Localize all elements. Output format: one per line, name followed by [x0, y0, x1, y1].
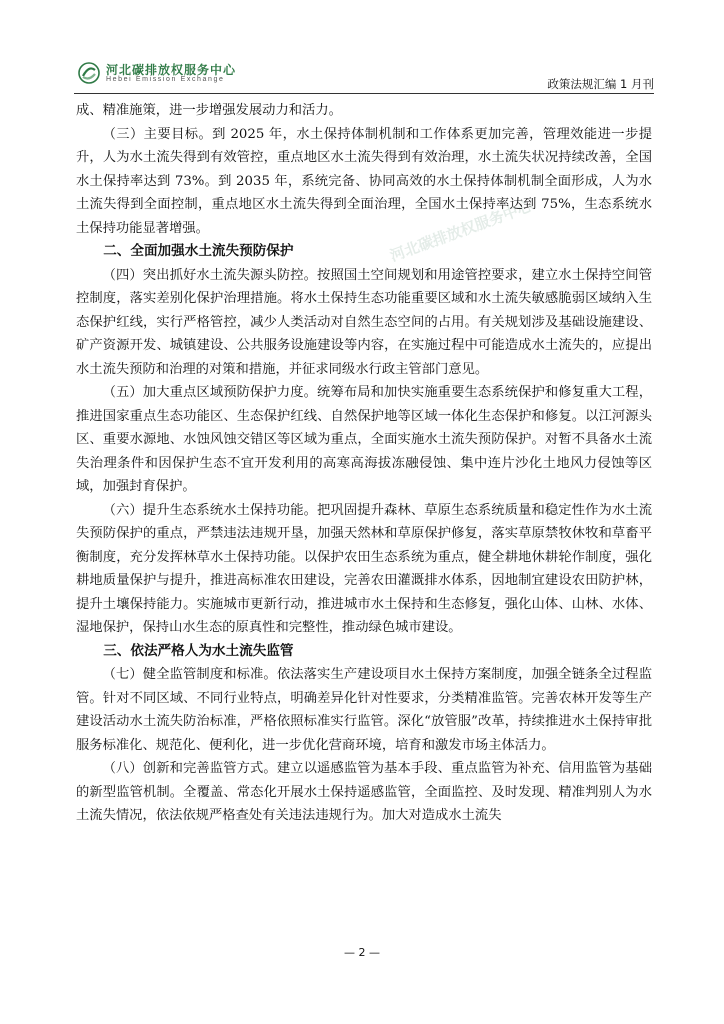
emission-logo-icon — [78, 62, 100, 84]
paragraph: （五）加大重点区域预防保护力度。统筹布局和加快实施重要生态系统保护和修复重大工程，推进国家重点生态功能区、生态保护红线、自然保护地等区域一体化生态保护和修复。以江河源头区、重要水源地、水蚀风蚀交错区等区域为重点，全面实施水土流失预防保护。对暂不具备水土流失治理条件和因保护生态不宜开发利用的高寒高海拔冻融侵蚀、集中连片沙化土地风力侵蚀等区域，加强封育保护。 — [76, 385, 652, 494]
paragraph: 成、精准施策，进一步增强发展动力和活力。 — [76, 103, 342, 118]
paragraph: （三）主要目标。到 2025 年，水土保持体制机制和工作体系更加完善，管理效能进一步提升，人为水土流失得到有效管控，重点地区水土流失得到有效治理，水土流失状况持续改善，全国水土保持率达到 73%。到 2035 年，系统完备、协同高效的水土保持体制机制全面形成，人为水土流失得到全面控制，重点地区水土流失得到全面治理，全国水土保持率达到 75%，生态系统水土保持功能显著增强。 — [76, 126, 652, 236]
paragraph: （七）健全监管制度和标准。依法落实生产建设项目水土保持方案制度，加强全链条全过程监管。针对不同区域、不同行业特点，明确差异化针对性要求，分类精准监管。完善农林开发等生产建设活动水土流失防治标准，严格依照标准实行监管。深化“放管服”改革，持续推进水土保持审批服务标准化、规范化、便利化，进一步优化营商环境，培育和激发市场主体活力。 — [76, 667, 652, 753]
section-heading: 二、全面加强水土流失预防保护 — [103, 243, 294, 259]
logo-title: 河北碳排放权服务中心 — [106, 63, 237, 77]
page-number: — 2 — — [344, 946, 380, 959]
watermark: 河北碳排放权服务中心 — [387, 196, 535, 266]
document-body — [76, 99, 652, 828]
page-header — [74, 56, 654, 92]
paragraph: （八）创新和完善监管方式。建立以遥感监管为基本手段、重点监管为补充、信用监管为基础的新型监管机制。全覆盖、常态化开展水土保持遥感监管，全面监控、及时发现、精准判别人为水土流失情况，依法依规严格查处有关违法违规行为。加大对造成水土流失 — [76, 761, 652, 823]
logo-subtitle: Hebei Emission Exchange — [106, 76, 225, 83]
paragraph: （六）提升生态系统水土保持功能。把巩固提升森林、草原生态系统质量和稳定性作为水土流失预防保护的重点，严禁违法违规开垦，加强天然林和草原保护修复，落实草原禁牧休牧和草畜平衡制度，充分发挥林草水土保持功能。以保护农田生态系统为重点，健全耕地休耕轮作制度，强化耕地质量保护与提升，推进高标准农田建设，完善农田灌溉排水体系，因地制宜建设农田防护林，提升土壤保持能力。实施城市更新行动，推进城市水土保持和生态修复，强化山体、山林、水体、湿地保护，保持山水生态的原真性和完整性，推动绿色城市建设。 — [76, 502, 652, 635]
section-heading: 三、依法严格人为水土流失监管 — [103, 642, 294, 659]
paragraph: （四）突出抓好水土流失源头防控。按照国土空间规划和用途管控要求，建立水土保持空间管控制度，落实差别化保护治理措施。将水土保持生态功能重要区域和水土流失敏感脆弱区域纳入生态保护红线，实行严格管控，减少人类活动对自然生态空间的占用。有关规划涉及基础设施建设、矿产资源开发、城镇建设、公共服务设施建设等内容，在实施过程中可能造成水土流失的，应提出水土流失预防和治理的对策和措施，并征求同级水行政主管部门意见。 — [76, 267, 652, 377]
header-divider — [74, 93, 654, 94]
issue-title: 政策法规汇编 1 月刊 — [547, 77, 654, 91]
